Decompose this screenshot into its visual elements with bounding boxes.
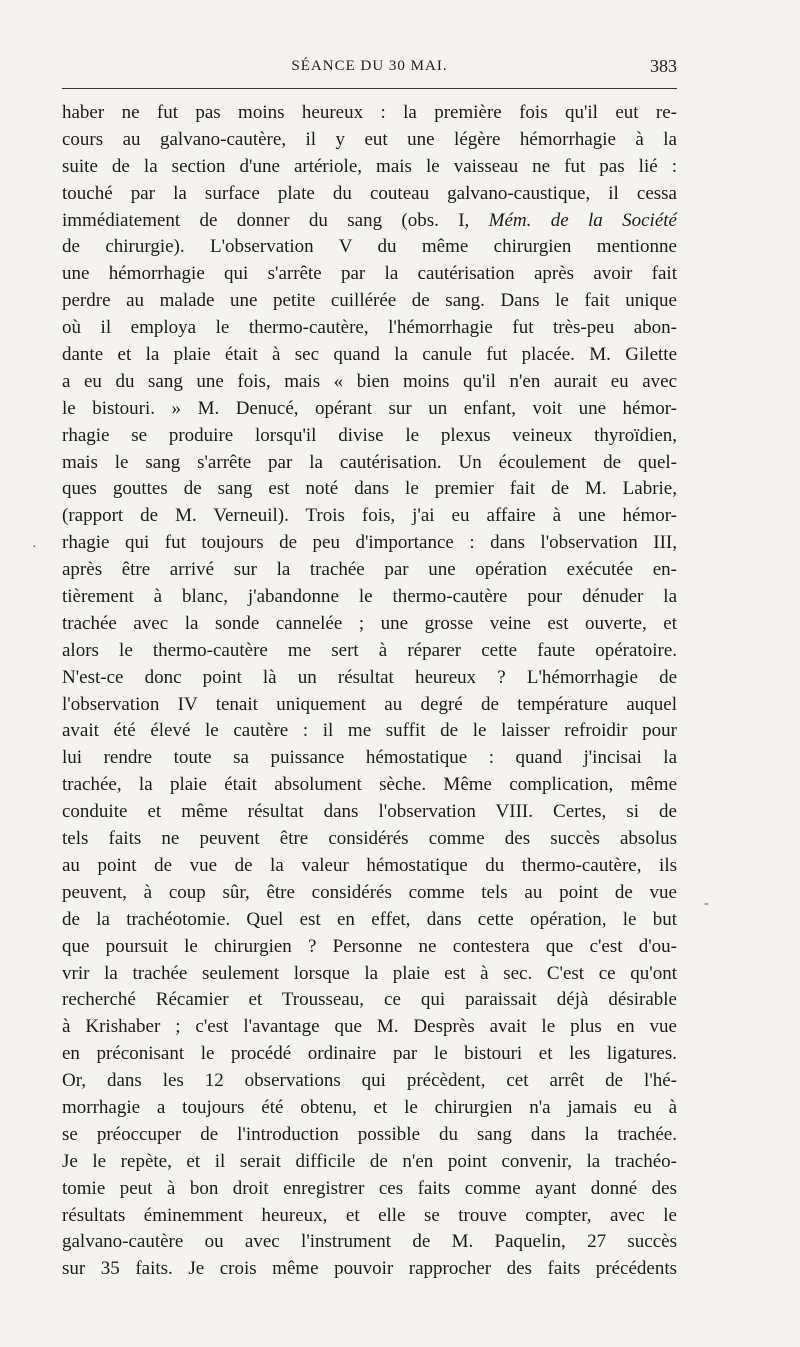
text-line: le bistouri. » M. Denucé, opérant sur un enfant, voit une hémor- [62,397,677,419]
text-line: tels faits ne peuvent être considérés comme des succès absolus [62,828,677,850]
text-line: avait été élevé le cautère : il me suffit de le laisser refroidir pour [62,720,677,742]
text-line: rhagie se produire lorsqu'il divise le plexus veineux thyroïdien, [62,424,677,446]
text-line: à Krishaber ; c'est l'avantage que M. Desprès avait le plus en vue [62,1016,677,1038]
text-line: dante et la plaie était à sec quand la canule fut placée. M. Gilette [62,344,677,366]
text-line: en préconisant le procédé ordinaire par le bistouri et les ligatures. [62,1043,677,1065]
text-line: alors le thermo-cautère me sert à réparer cette faute opératoire. [62,639,677,661]
text-line: se préoccuper de l'introduction possible du sang dans la trachée. [62,1123,677,1145]
running-head: SÉANCE DU 30 MAI. [291,58,448,74]
text-line: perdre au malade une petite cuillérée de sang. Dans le fait unique [62,290,677,312]
body-text [62,100,677,1283]
page-header [62,54,677,84]
text-line: tomie peut à bon droit enregistrer ces faits comme ayant donné des [62,1177,677,1199]
text-line: trachée, la plaie était absolument sèche. Même complication, même [62,774,677,796]
text-line: N'est-ce donc point là un résultat heureux ? L'hémorrhagie de [62,666,677,688]
text-segment: immédiatement de donner du sang (obs. I, [62,209,470,231]
margin-speck-right: - [704,896,709,911]
text-line: a eu du sang une fois, mais « bien moins qu'il n'en aurait eu avec [62,370,677,392]
text-line: que poursuit le chirurgien ? Personne ne contestera que c'est d'ou- [62,935,677,957]
margin-speck-left: · [32,540,37,555]
text-line: sur 35 faits. Je crois même pouvoir rapprocher des faits précédents [62,1258,677,1280]
text-line: haber ne fut pas moins heureux : la première fois qu'il eut re- [62,102,677,123]
text-line: touché par la surface plate du couteau galvano-caustique, il cessa [62,182,677,204]
text-line: morrhagie a toujours été obtenu, et le chirurgien n'a jamais eu à [62,1096,677,1118]
text-line: une hémorrhagie qui s'arrête par la cautérisation après avoir fait [62,263,677,285]
text-line: de chirurgie). L'observation V du même chirurgien mentionne [62,236,677,258]
page-number: 383 [650,56,677,76]
header-rule [62,88,677,89]
text-line: trachée avec la sonde cannelée ; une grosse veine est ouverte, et [62,612,677,634]
text-line: ques gouttes de sang est noté dans le premier fait de M. Labrie, [62,478,677,500]
text-line: mais le sang s'arrête par la cautérisation. Un écoulement de quel- [62,451,677,473]
text-line: (rapport de M. Verneuil). Trois fois, j'ai eu affaire à une hémor- [62,505,677,527]
text-line: peuvent, à coup sûr, être considérés comme tels au point de vue [62,881,677,903]
text-line: recherché Récamier et Trousseau, ce qui paraissait déjà désirable [62,989,677,1011]
text-line: de la trachéotomie. Quel est en effet, dans cette opération, le but [62,908,677,930]
text-line: galvano-cautère ou avec l'instrument de M. Paquelin, 27 succès [62,1231,677,1253]
text-line: rhagie qui fut toujours de peu d'importance : dans l'observation III, [62,532,677,554]
text-line: cours au galvano-cautère, il y eut une légère hémorrhagie à la [62,128,677,150]
text-line: où il employa le thermo-cautère, l'hémorrhagie fut très-peu abon- [62,317,677,339]
italic-citation: Mém. de la Société [488,209,677,231]
text-line: Or, dans les 12 observations qui précèdent, cet arrêt de l'hé- [62,1070,677,1092]
text-line: suite de la section d'une artériole, mais le vaisseau ne fut pas lié : [62,155,677,177]
text-line: après être arrivé sur la trachée par une opération exécutée en- [62,559,677,581]
text-line: tièrement à blanc, j'abandonne le thermo-cautère pour dénuder la [62,586,677,608]
text-line: conduite et même résultat dans l'observation VIII. Certes, si de [62,801,677,823]
text-line: résultats éminemment heureux, et elle se trouve compter, avec le [62,1204,677,1226]
text-line: lui rendre toute sa puissance hémostatique : quand j'incisai la [62,747,677,769]
text-line [62,208,677,235]
text-line: vrir la trachée seulement lorsque la plaie est à sec. C'est ce qu'ont [62,962,677,984]
text-line: Je le repète, et il serait difficile de n'en point convenir, la trachéo- [62,1150,677,1172]
text-line: au point de vue de la valeur hémostatique du thermo-cautère, ils [62,854,677,876]
text-line: l'observation IV tenait uniquement au degré de température auquel [62,693,677,715]
